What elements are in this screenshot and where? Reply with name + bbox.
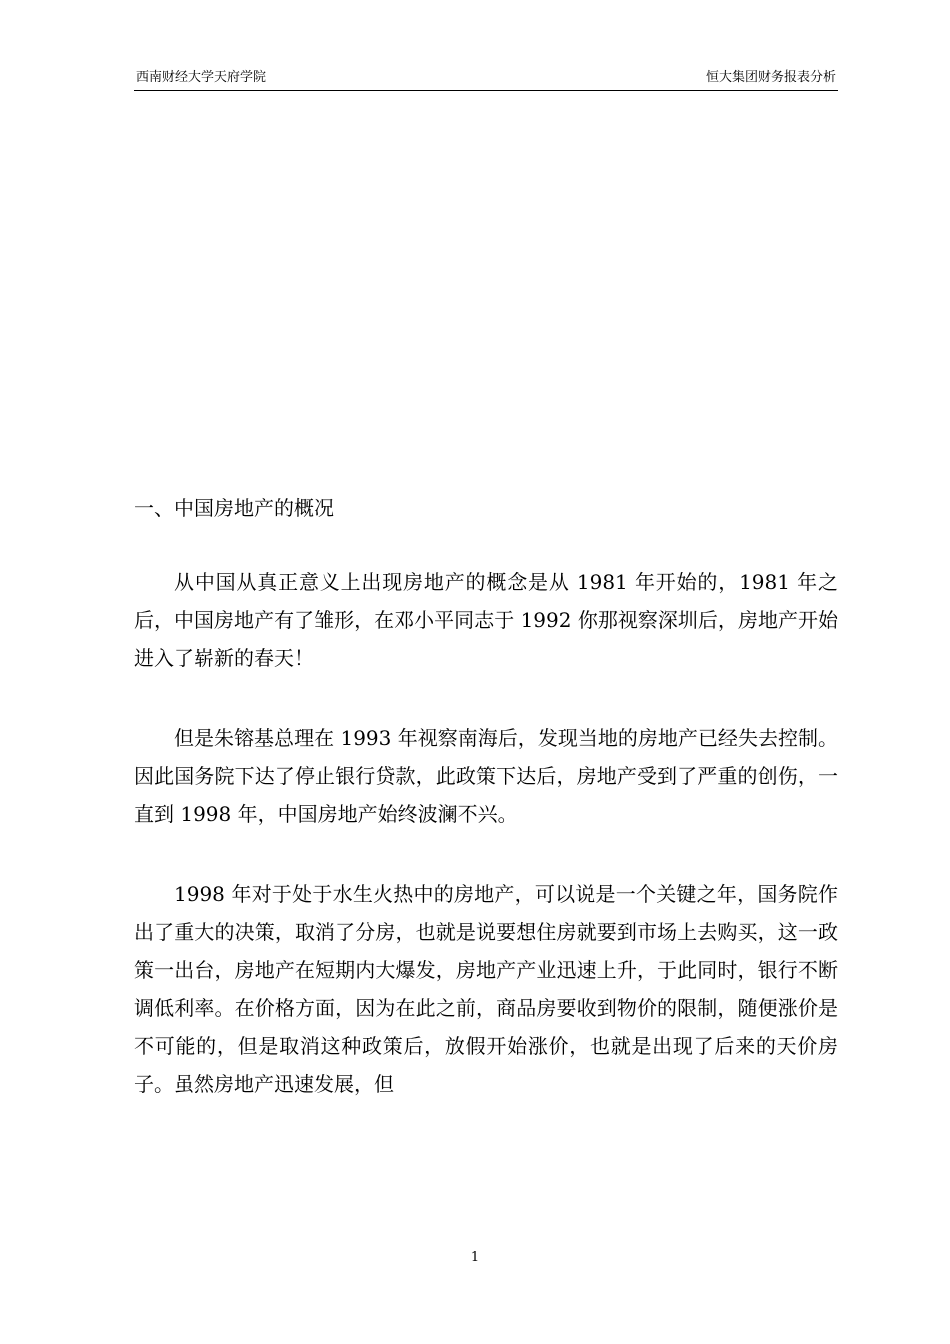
header-left-text: 西南财经大学天府学院 bbox=[136, 70, 267, 85]
paragraph-3: 1998 年对于处于水生火热中的房地产，可以说是一个关键之年，国务院作出了重大的决策，取消了分房，也就是说要想住房就要到市场上去购买，这一政策一出台，房地产在短期内大爆发，房地产产业迅速上升，于此同时，银行不断调低利率。在价格方面，因为在此之前，商品房要收到物价的限制，随便涨价是不可能的，但是取消这种政策后，放假开始涨价，也就是出现了后来的天价房子。虽然房地产迅速发展，但 bbox=[134, 882, 838, 1096]
paragraph-2: 但是朱镕基总理在 1993 年视察南海后，发现当地的房地产已经失去控制。因此国务院下达了停止银行贷款，此政策下达后，房地产受到了严重的创伤，一直到 1998 年，中国房地产始终波澜不兴。 bbox=[134, 726, 838, 826]
paragraph-1: 从中国从真正意义上出现房地产的概念是从 1981 年开始的，1981 年之后，中国房地产有了雏形，在邓小平同志于 1992 你那视察深圳后，房地产开始进入了崭新的春天！ bbox=[134, 570, 838, 670]
page-number: 1 bbox=[470, 1250, 480, 1265]
section-heading: 一、中国房地产的概况 bbox=[134, 496, 334, 520]
document-body bbox=[134, 493, 838, 1103]
header-right-text: 恒大集团财务报表分析 bbox=[705, 70, 836, 85]
page-header bbox=[134, 70, 838, 91]
